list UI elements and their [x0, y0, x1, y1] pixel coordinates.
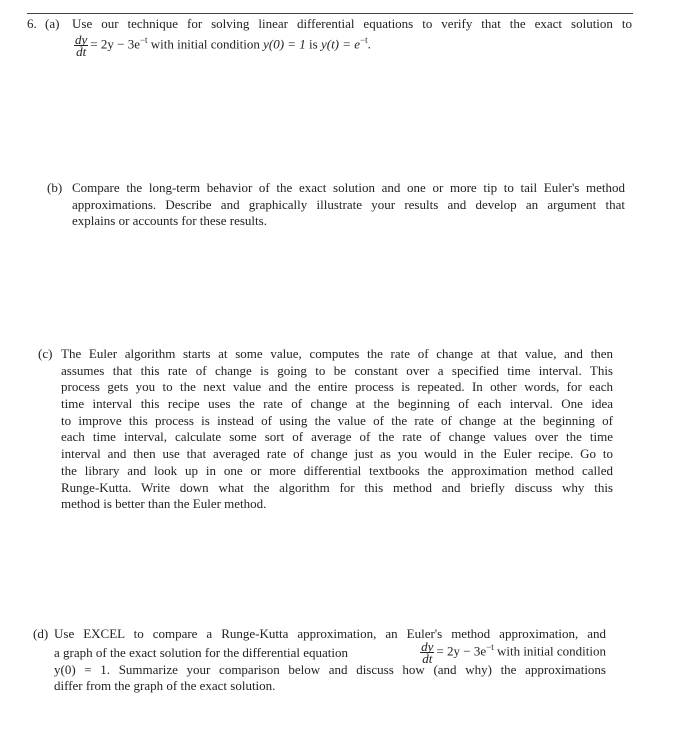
frac-numerator: dy [421, 638, 434, 654]
text: is [305, 36, 321, 52]
text: with initial condition [147, 36, 264, 52]
part-c-line: Runge-Kutta. Write down what the algorithm for this method and briefly discuss why this [61, 479, 613, 495]
part-d-line: differ from the graph of the exact solution. [54, 678, 276, 694]
part-d-equation-line [54, 638, 606, 666]
problem-number: 6. [27, 16, 37, 31]
exponent: −t [360, 34, 368, 45]
part-b-label: (b) [47, 180, 63, 195]
part-c-line: time interval this recipe uses the rate of change at the beginning of each interval. One idea [61, 396, 613, 412]
part-a-label: (a) [45, 16, 60, 31]
part-c-line: The Euler algorithm starts at some value, computes the rate of change at that value, and then [61, 346, 613, 361]
part-c-label: (c) [38, 346, 53, 361]
top-rule [27, 13, 633, 14]
derivative-fraction [74, 31, 88, 59]
part-c-line: the library and look up in one or more differential textbooks the approximation method called [61, 462, 613, 478]
part-c-line: assumes that this rate of change is going to be constant over a specified time interval. This [61, 362, 613, 378]
eq-rhs: = 2y − 3e [436, 643, 487, 659]
part-d-line: Use EXCEL to compare a Runge-Kutta approximation, an Euler's method approximation, and [54, 626, 606, 641]
part-a-equation [72, 31, 632, 59]
part-b-line: approximations. Describe and graphically illustrate your results and develop an argument that [72, 196, 625, 212]
part-a-text [72, 16, 632, 57]
initial-condition: y(0) = 1 [263, 36, 306, 52]
part-d-label: (d) [33, 626, 49, 641]
text: a graph of the exact solution for the differential equation [54, 644, 348, 660]
part-b-line: Compare the long-term behavior of the exact solution and one or more tip to tail Euler's method [72, 180, 625, 195]
part-c-line: interval and then use that averaged rate of change just as you would in the Euler recipe. Go to [61, 446, 613, 462]
part-c-line: process gets you to the next value and the entire process is repeated. In other words, for each [61, 379, 613, 395]
part-b-text [72, 180, 625, 230]
part-a-line: Use our technique for solving linear differential equations to verify that the exact solution to [72, 16, 632, 31]
exponent: −t [139, 34, 148, 45]
frac-denominator: dt [76, 43, 87, 59]
part-c-line: each time interval, calculate some sort of average of the rate of change values over the time [61, 429, 613, 445]
eq-rhs: = 2y − 3e [90, 36, 140, 52]
exponent: −t [486, 641, 494, 652]
part-d-line: y(0) = 1. Summarize your comparison below and discuss how (and why) the approximations [54, 661, 606, 677]
frac-numerator: dy [75, 31, 88, 47]
part-c-text [61, 346, 613, 513]
solution: y(t) = e [320, 36, 361, 52]
part-b-line: explains or accounts for these results. [72, 213, 267, 229]
part-c-line: to improve this process is instead of using the value of the rate of change at the beginning of [61, 412, 613, 428]
derivative-fraction [420, 638, 434, 666]
text: . [367, 36, 371, 52]
part-d-text [54, 626, 606, 695]
text: with initial condition [493, 643, 606, 659]
part-c-line: method is better than the Euler method. [61, 496, 267, 512]
frac-denominator: dt [422, 650, 433, 666]
